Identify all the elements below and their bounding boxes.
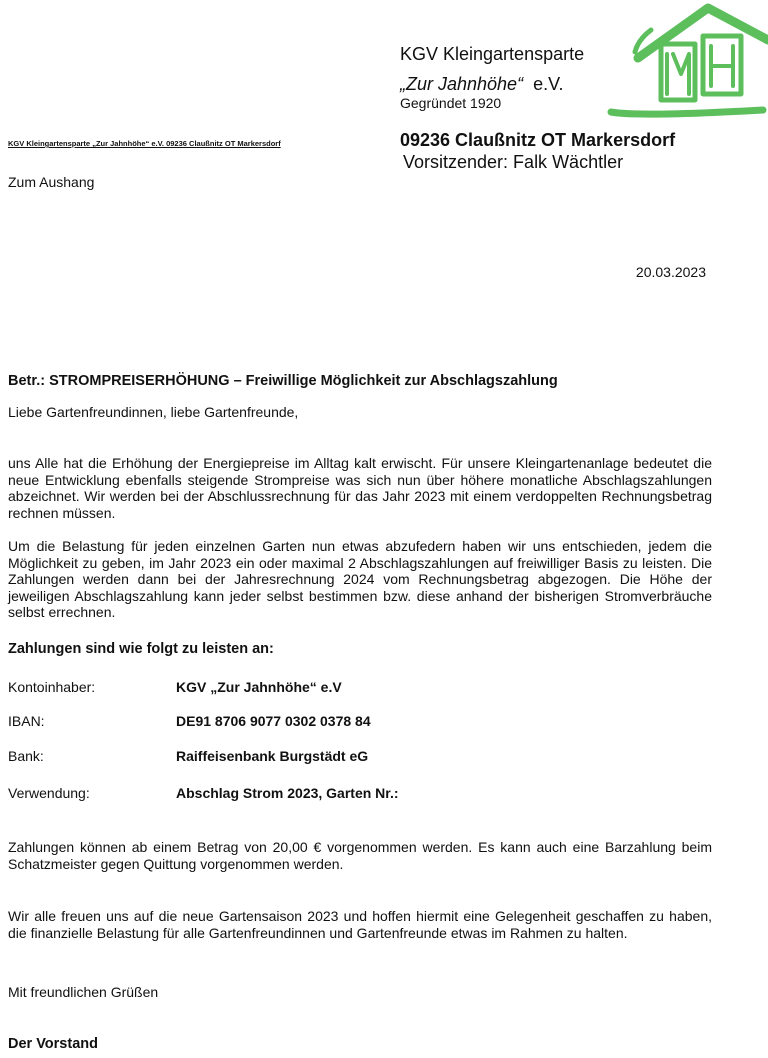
founded-text: Gegründet 1920 (400, 95, 502, 111)
club-city: 09236 Claußnitz OT Markersdorf (400, 130, 676, 150)
payment-heading: Zahlungen sind wie folgt zu leisten an: (8, 641, 274, 657)
bank-label: Bank: (8, 748, 44, 764)
purpose-value: Abschlag Strom 2023, Garten Nr.: (176, 785, 399, 801)
letter-subject: Betr.: STROMPREISERHÖHUNG – Freiwillige Möglichkeit zur Abschlagszahlung (8, 373, 558, 389)
org-name: KGV Kleingartensparte (400, 44, 585, 64)
org-suffix: e.V. (533, 74, 564, 94)
paragraph-minimum-amount: Zahlungen können ab einem Betrag von 20,00 € vorgenommen werden. Es kann auch eine Barzahlung beim Schatzmeister gegen Quittung vorgenommen werden. (8, 839, 712, 872)
bank-value: Raiffeisenbank Burgstädt eG (176, 748, 369, 764)
letter-date: 20.03.2023 (635, 264, 706, 280)
sender-address-line: KGV Kleingartensparte „Zur Jahnhöhe“ e.V. 09236 Claußnitz OT Markersdorf (8, 139, 281, 148)
account-holder-label: Kontoinhaber: (8, 679, 96, 695)
club-chair: Vorsitzender: Falk Wächtler (403, 152, 624, 172)
recipient: Zum Aushang (8, 174, 95, 190)
paragraph-energy-prices: uns Alle hat die Erhöhung der Energiepreise im Alltag kalt erwischt. Für unsere Kleingartenanlage bedeutet die neue Entwicklung ebenfalls steigende Strompreise was sich nun über höhere monatliche Abschlagszahlungen abzeichnet. Wir werden bei der Abschlussrechnung für das Jahr 2023 mit einem verdoppelten Rechnungsbetrag rechnen müssen. (8, 455, 712, 521)
org-name-sub (400, 74, 563, 95)
club-house-logo-icon (603, 0, 768, 125)
iban-value: DE91 8706 9077 0302 0378 84 (176, 713, 371, 729)
account-holder-value: KGV „Zur Jahnhöhe“ e.V (176, 679, 342, 695)
signature: Der Vorstand (8, 1036, 98, 1052)
closing: Mit freundlichen Grüßen (8, 984, 159, 1000)
purpose-label: Verwendung: (8, 785, 90, 801)
org-name-quoted: „Zur Jahnhöhe“ (400, 74, 524, 94)
salutation: Liebe Gartenfreundinnen, liebe Gartenfreunde, (8, 404, 299, 420)
iban-label: IBAN: (8, 713, 45, 729)
paragraph-season-wishes: Wir alle freuen uns auf die neue Gartensaison 2023 und hoffen hiermit eine Gelegenheit geschaffen zu haben, die finanzielle Belastung für alle Gartenfreundinnen und Gartenfreunde etwas im Rahmen zu halten. (8, 908, 712, 941)
paragraph-voluntary-payments: Um die Belastung für jeden einzelnen Garten nun etwas abzufedern haben wir uns entschieden, jedem die Möglichkeit zu geben, im Jahr 2023 ein oder maximal 2 Abschlagszahlungen auf freiwilliger Basis zu leisten. Die Zahlungen werden dann bei der Jahresrechnung 2024 vom Rechnungsbetrag abgezogen. Die Höhe der jeweiligen Abschlagszahlung kann jeder selbst bestimmen bzw. diese anhand der bisherigen Stromverbräuche selbst errechnen. (8, 538, 712, 620)
